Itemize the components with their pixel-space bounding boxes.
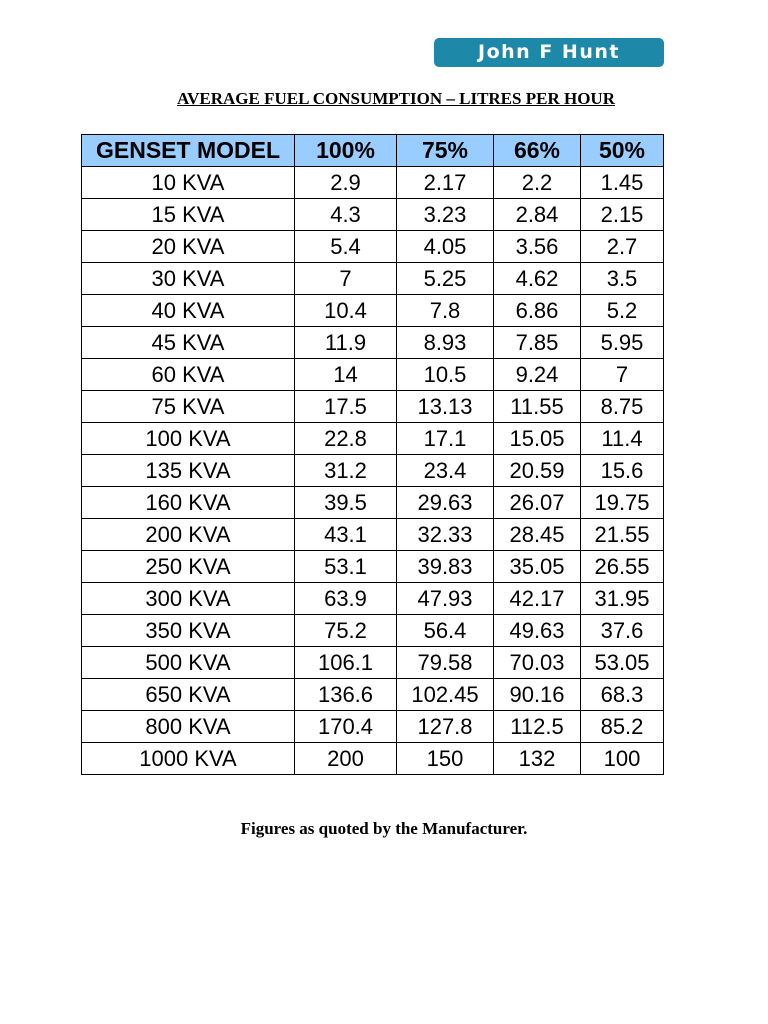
- table-row: [82, 711, 664, 743]
- cell-load-100: 22.8: [295, 423, 397, 455]
- cell-load-66: 3.56: [494, 231, 581, 263]
- cell-load-75: 3.23: [397, 199, 494, 231]
- header-load-75: 75%: [397, 135, 494, 167]
- table-row: [82, 199, 664, 231]
- cell-load-100: 4.3: [295, 199, 397, 231]
- cell-load-100: 200: [295, 743, 397, 775]
- cell-load-100: 14: [295, 359, 397, 391]
- company-logo: John F Hunt: [434, 38, 664, 67]
- cell-load-100: 106.1: [295, 647, 397, 679]
- cell-load-66: 112.5: [494, 711, 581, 743]
- cell-load-50: 5.95: [581, 327, 664, 359]
- cell-load-75: 17.1: [397, 423, 494, 455]
- cell-load-75: 102.45: [397, 679, 494, 711]
- cell-load-66: 49.63: [494, 615, 581, 647]
- table-header-row: [82, 135, 664, 167]
- cell-load-50: 11.4: [581, 423, 664, 455]
- cell-model: 15 KVA: [82, 199, 295, 231]
- table-row: [82, 455, 664, 487]
- cell-load-100: 5.4: [295, 231, 397, 263]
- cell-model: 800 KVA: [82, 711, 295, 743]
- table-row: [82, 743, 664, 775]
- cell-load-66: 70.03: [494, 647, 581, 679]
- cell-model: 500 KVA: [82, 647, 295, 679]
- cell-load-50: 31.95: [581, 583, 664, 615]
- cell-load-50: 85.2: [581, 711, 664, 743]
- cell-load-66: 42.17: [494, 583, 581, 615]
- table-row: [82, 327, 664, 359]
- cell-load-50: 2.7: [581, 231, 664, 263]
- cell-load-75: 29.63: [397, 487, 494, 519]
- header-load-50: 50%: [581, 135, 664, 167]
- cell-load-75: 32.33: [397, 519, 494, 551]
- cell-load-100: 75.2: [295, 615, 397, 647]
- header-load-66: 66%: [494, 135, 581, 167]
- cell-load-100: 53.1: [295, 551, 397, 583]
- cell-model: 135 KVA: [82, 455, 295, 487]
- cell-model: 250 KVA: [82, 551, 295, 583]
- cell-load-50: 15.6: [581, 455, 664, 487]
- document-title: AVERAGE FUEL CONSUMPTION – LITRES PER HOUR: [177, 89, 615, 108]
- cell-load-66: 35.05: [494, 551, 581, 583]
- table-row: [82, 583, 664, 615]
- cell-load-66: 11.55: [494, 391, 581, 423]
- cell-load-75: 13.13: [397, 391, 494, 423]
- cell-load-75: 8.93: [397, 327, 494, 359]
- cell-load-100: 170.4: [295, 711, 397, 743]
- cell-load-66: 20.59: [494, 455, 581, 487]
- cell-load-50: 53.05: [581, 647, 664, 679]
- cell-load-100: 39.5: [295, 487, 397, 519]
- cell-load-100: 17.5: [295, 391, 397, 423]
- cell-load-50: 21.55: [581, 519, 664, 551]
- fuel-consumption-table: [81, 134, 664, 775]
- cell-model: 10 KVA: [82, 167, 295, 199]
- cell-load-66: 28.45: [494, 519, 581, 551]
- cell-model: 300 KVA: [82, 583, 295, 615]
- cell-load-66: 26.07: [494, 487, 581, 519]
- cell-model: 350 KVA: [82, 615, 295, 647]
- table-row: [82, 167, 664, 199]
- cell-load-75: 47.93: [397, 583, 494, 615]
- cell-model: 45 KVA: [82, 327, 295, 359]
- cell-load-66: 15.05: [494, 423, 581, 455]
- cell-load-66: 132: [494, 743, 581, 775]
- cell-load-100: 11.9: [295, 327, 397, 359]
- cell-load-50: 8.75: [581, 391, 664, 423]
- table-row: [82, 487, 664, 519]
- cell-load-50: 7: [581, 359, 664, 391]
- cell-load-100: 7: [295, 263, 397, 295]
- table-row: [82, 519, 664, 551]
- cell-load-50: 37.6: [581, 615, 664, 647]
- cell-load-66: 7.85: [494, 327, 581, 359]
- cell-load-100: 31.2: [295, 455, 397, 487]
- cell-load-50: 19.75: [581, 487, 664, 519]
- cell-load-66: 2.2: [494, 167, 581, 199]
- table-row: [82, 423, 664, 455]
- table-row: [82, 551, 664, 583]
- cell-load-66: 6.86: [494, 295, 581, 327]
- cell-load-50: 100: [581, 743, 664, 775]
- cell-model: 20 KVA: [82, 231, 295, 263]
- cell-load-66: 9.24: [494, 359, 581, 391]
- cell-model: 200 KVA: [82, 519, 295, 551]
- table-row: [82, 295, 664, 327]
- cell-load-75: 150: [397, 743, 494, 775]
- cell-load-100: 63.9: [295, 583, 397, 615]
- cell-load-75: 2.17: [397, 167, 494, 199]
- cell-load-50: 68.3: [581, 679, 664, 711]
- cell-load-66: 4.62: [494, 263, 581, 295]
- table-row: [82, 359, 664, 391]
- cell-load-75: 23.4: [397, 455, 494, 487]
- cell-load-100: 10.4: [295, 295, 397, 327]
- cell-load-50: 1.45: [581, 167, 664, 199]
- table-row: [82, 263, 664, 295]
- cell-model: 100 KVA: [82, 423, 295, 455]
- cell-load-75: 56.4: [397, 615, 494, 647]
- cell-load-75: 5.25: [397, 263, 494, 295]
- cell-load-100: 43.1: [295, 519, 397, 551]
- table-row: [82, 615, 664, 647]
- header-genset-model: GENSET MODEL: [82, 135, 295, 167]
- cell-load-66: 2.84: [494, 199, 581, 231]
- cell-load-50: 5.2: [581, 295, 664, 327]
- cell-model: 30 KVA: [82, 263, 295, 295]
- header-load-100: 100%: [295, 135, 397, 167]
- cell-load-75: 127.8: [397, 711, 494, 743]
- cell-model: 75 KVA: [82, 391, 295, 423]
- cell-model: 1000 KVA: [82, 743, 295, 775]
- table-row: [82, 647, 664, 679]
- table-body: [82, 167, 664, 775]
- cell-model: 60 KVA: [82, 359, 295, 391]
- table-row: [82, 391, 664, 423]
- cell-load-66: 90.16: [494, 679, 581, 711]
- cell-load-50: 26.55: [581, 551, 664, 583]
- cell-load-50: 2.15: [581, 199, 664, 231]
- cell-model: 160 KVA: [82, 487, 295, 519]
- cell-load-75: 39.83: [397, 551, 494, 583]
- cell-load-100: 2.9: [295, 167, 397, 199]
- cell-model: 40 KVA: [82, 295, 295, 327]
- table-row: [82, 231, 664, 263]
- cell-load-100: 136.6: [295, 679, 397, 711]
- table-row: [82, 679, 664, 711]
- cell-load-75: 7.8: [397, 295, 494, 327]
- cell-load-75: 79.58: [397, 647, 494, 679]
- cell-load-75: 10.5: [397, 359, 494, 391]
- footer-note: Figures as quoted by the Manufacturer.: [240, 819, 528, 838]
- cell-load-75: 4.05: [397, 231, 494, 263]
- cell-load-50: 3.5: [581, 263, 664, 295]
- cell-model: 650 KVA: [82, 679, 295, 711]
